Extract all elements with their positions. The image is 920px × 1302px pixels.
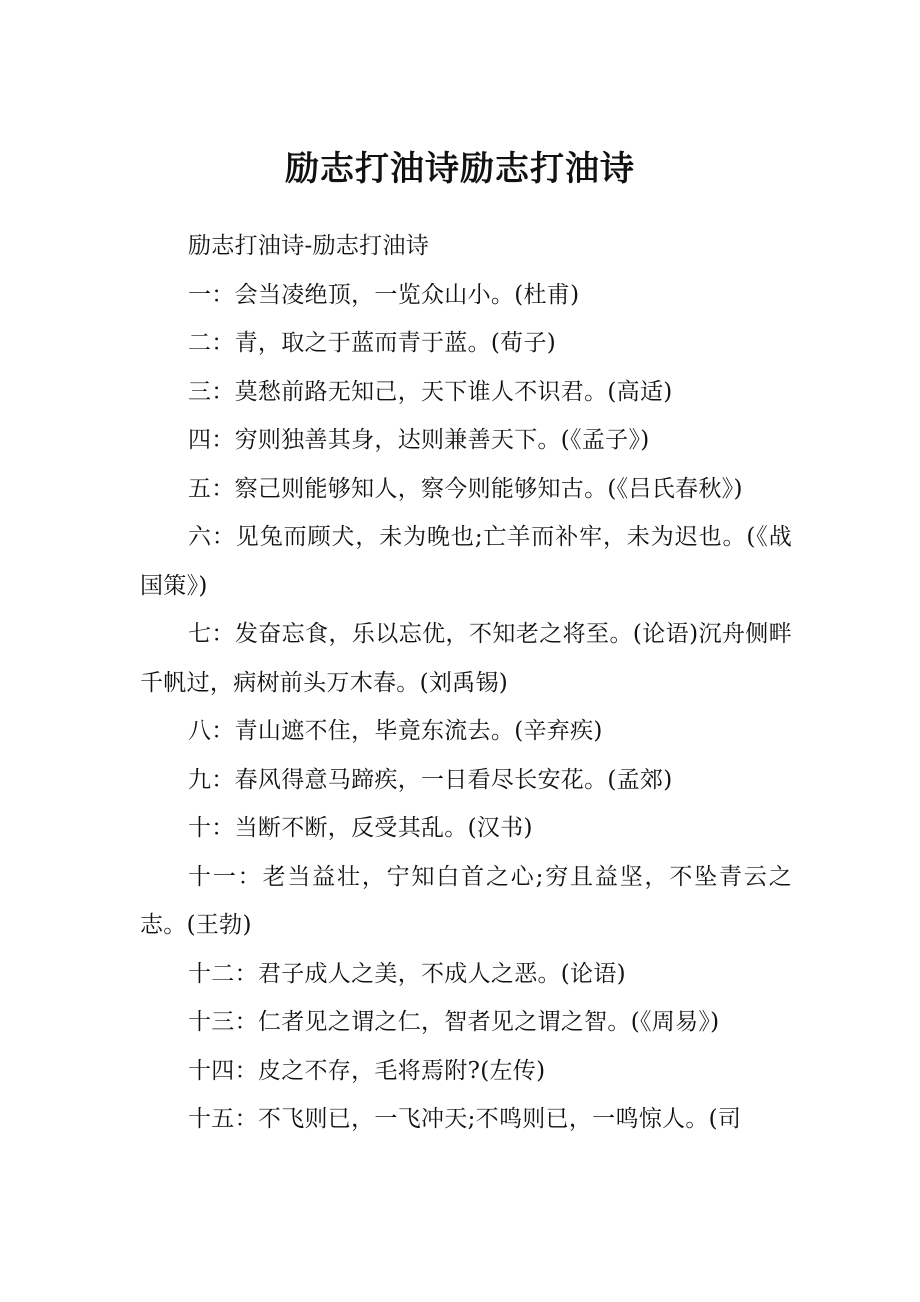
paragraph-intro: 励志打油诗-励志打油诗	[188, 233, 430, 259]
paragraph-11: 十一：老当益壮，宁知白首之心;穷且益坚，不坠青云之志。(王勃)	[140, 863, 792, 938]
paragraph-10: 十：当断不断，反受其乱。(汉书)	[188, 815, 533, 841]
paragraph-12: 十二：君子成人之美，不成人之恶。(论语)	[188, 960, 626, 987]
paragraph-3: 三：莫愁前路无知己，天下谁人不识君。(高适)	[188, 378, 673, 405]
paragraph-7: 七：发奋忘食，乐以忘优，不知老之将至。(论语)沉舟侧畔千帆过，病树前头万木春。(刘禹锡)	[140, 621, 792, 696]
paragraph-8: 八：青山遮不住，毕竟东流去。(辛弃疾)	[188, 718, 603, 744]
paragraph-15: 十五：不飞则已，一飞冲天;不鸣则已，一鸣惊人。(司	[188, 1106, 742, 1132]
paragraph-5: 五：察己则能够知人，察今则能够知古。(《吕氏春秋》)	[188, 475, 743, 502]
document-body	[140, 222, 792, 1144]
paragraph-14: 十四：皮之不存，毛将焉附?(左传)	[188, 1057, 546, 1084]
paragraph-9: 九：春风得意马蹄疾，一日看尽长安花。(孟郊)	[188, 766, 673, 793]
paragraph-13: 十三：仁者见之谓之仁，智者见之谓之智。(《周易》)	[188, 1009, 720, 1035]
document-title: 励志打油诗励志打油诗	[285, 149, 635, 189]
paragraph-6: 六：见兔而顾犬，未为晚也;亡羊而补牢，未为迟也。(《战国策》)	[140, 524, 792, 599]
paragraph-1: 一：会当凌绝顶，一览众山小。(杜甫)	[188, 281, 580, 308]
paragraph-2: 二：青，取之于蓝而青于蓝。(荀子)	[188, 330, 557, 356]
paragraph-4: 四：穷则独善其身，达则兼善天下。(《孟子》)	[188, 427, 650, 453]
